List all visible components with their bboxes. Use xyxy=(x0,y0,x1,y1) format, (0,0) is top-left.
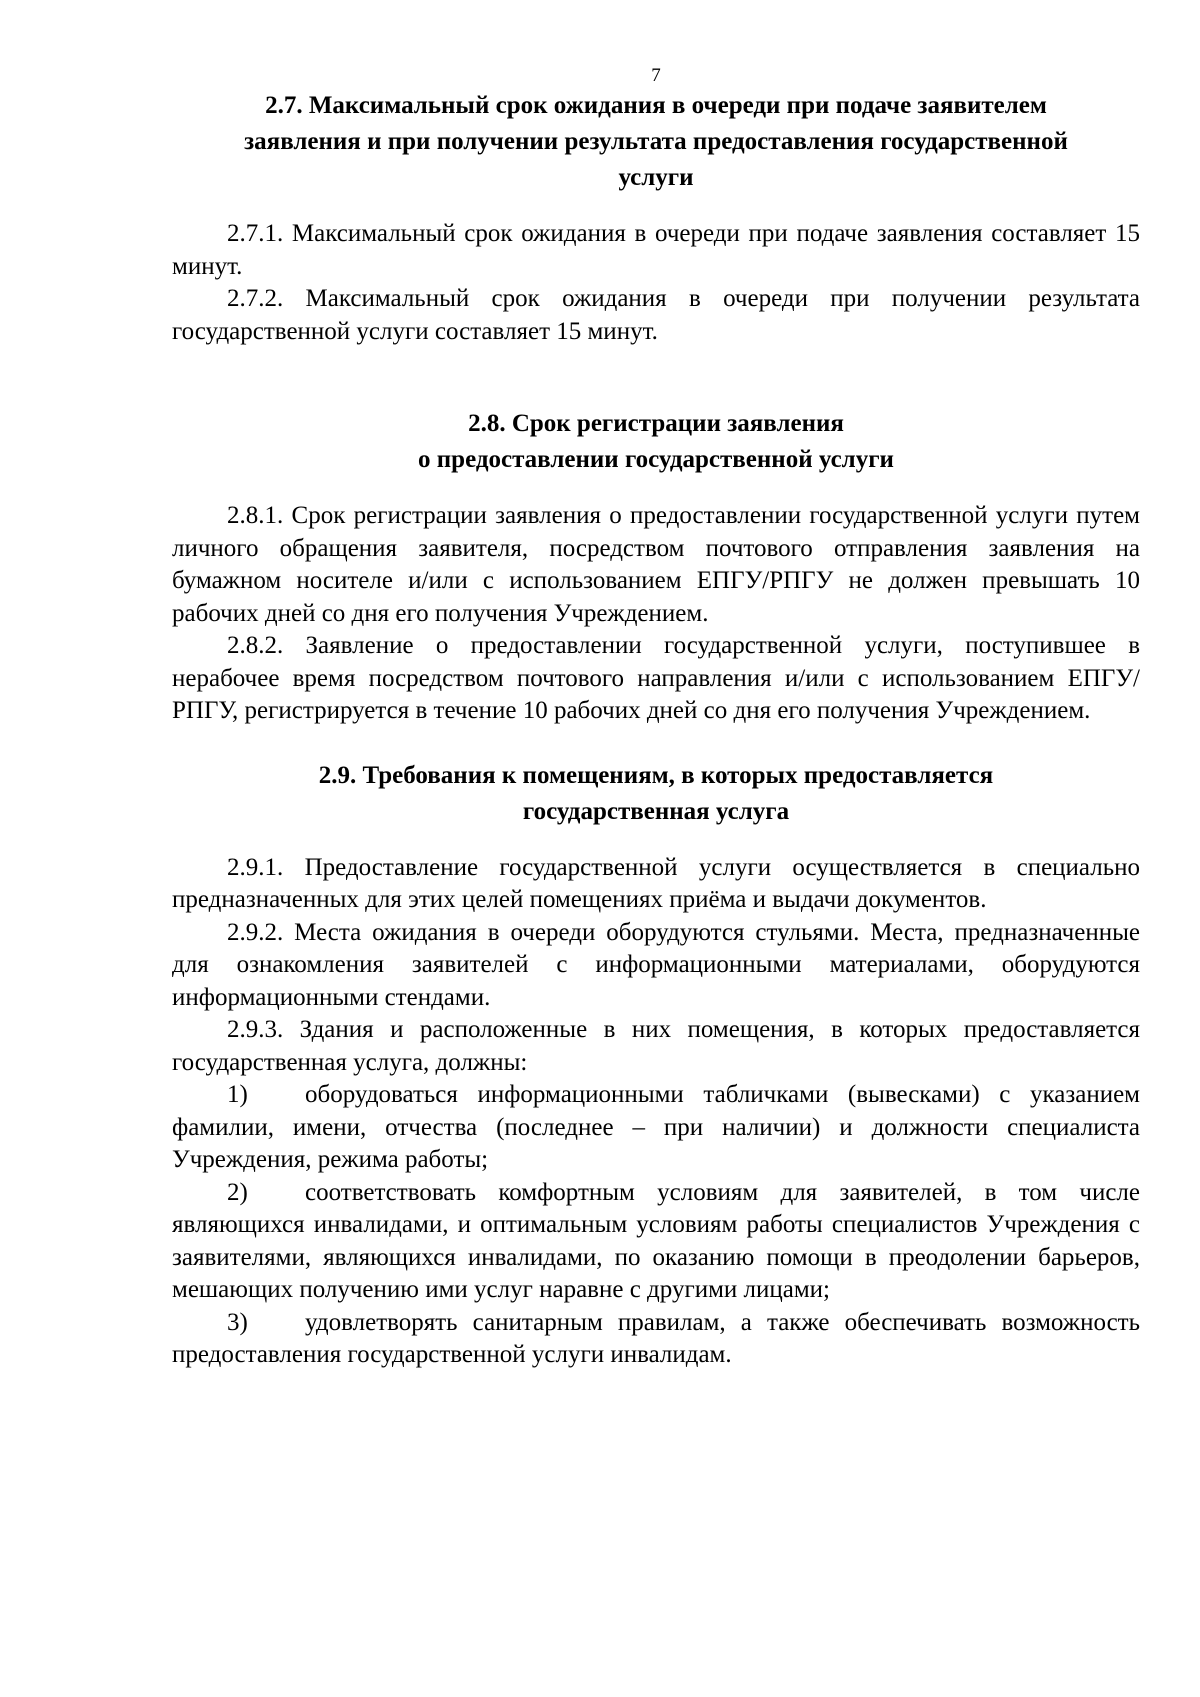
paragraph-2-8-1: 2.8.1. Срок регистрации заявления о предоставлении государственной услуги путем личного обращения заявителя, посредством почтового отправления заявления на бумажном носителе и/или с использованием ЕПГУ/РПГУ не должен превышать 10 рабочих дней со дня его получения Учреждением. xyxy=(172,502,1140,627)
heading-line: 2.7. Максимальный срок ожидания в очереди при подаче заявителем xyxy=(265,92,1047,119)
paragraph-2-9-1: 2.9.1. Предоставление государственной услуги осуществляется в специально предназначенных для этих целей помещениях приёма и выдачи документов. xyxy=(172,853,1140,913)
paragraph-2-7-1: 2.7.1. Максимальный срок ожидания в очереди при подаче заявления составляет 15 минут. xyxy=(172,220,1140,280)
section-2-9-heading xyxy=(172,758,1140,830)
list-item-text: соответствовать комфортным условиям для заявителей, в том числе являющихся инвалидами, и оптимальным условиям работы специалистов Учреждения с заявителями, являющихся инвалидами, по оказанию помощи в преодолении барьеров, мешающих получению ими услуг наравне с другими лицами; xyxy=(172,1178,1140,1303)
section-2-7-heading xyxy=(172,88,1140,196)
list-item-text: удовлетворять санитарным правилам, а также обеспечивать возможность предоставления государственной услуги инвалидам. xyxy=(172,1308,1140,1368)
document-page xyxy=(172,64,1140,1372)
list-item-1 xyxy=(172,1079,1140,1177)
list-item-number: 3) xyxy=(227,1308,248,1336)
paragraph-2-9-2: 2.9.2. Места ожидания в очереди оборудуются стульями. Места, предназначенные для ознакомления заявителей с информационными материалами, оборудуются информационными стендами. xyxy=(172,918,1140,1011)
heading-line: государственная услуга xyxy=(522,797,790,825)
heading-line: о предоставлении государственной услуги xyxy=(418,446,894,473)
heading-line: 2.9. Требования к помещениям, в которых предоставляется xyxy=(318,761,994,789)
list-item-number: 1) xyxy=(227,1081,248,1108)
heading-line: заявления и при получении результата предоставления государственной xyxy=(244,128,1068,155)
paragraph-2-8-2: 2.8.2. Заявление о предоставлении государственной услуги, поступившее в нерабочее время посредством почтового направления и/или с использованием ЕПГУ/РПГУ, регистрируется в течение 10 рабочих дней со дня его получения Учреждением. xyxy=(172,632,1140,724)
paragraph-2-7-2: 2.7.2. Максимальный срок ожидания в очереди при получении результата государственной услуги составляет 15 минут. xyxy=(172,285,1140,345)
heading-line: 2.8. Срок регистрации заявления xyxy=(468,410,844,437)
page-number: 7 xyxy=(651,65,661,86)
list-item-3 xyxy=(172,1307,1140,1372)
list-item-2 xyxy=(172,1177,1140,1307)
paragraph-2-9-3: 2.9.3. Здания и расположенные в них помещения, в которых предоставляется государственная услуга, должны: xyxy=(172,1016,1140,1076)
heading-line: услуги xyxy=(618,164,694,191)
section-2-8-heading xyxy=(172,406,1140,478)
list-item-text: оборудоваться информационными табличками (вывесками) с указанием фамилии, имени, отчества (последнее – при наличии) и должности специалиста Учреждения, режима работы; xyxy=(172,1081,1140,1173)
list-item-number: 2) xyxy=(227,1178,248,1206)
